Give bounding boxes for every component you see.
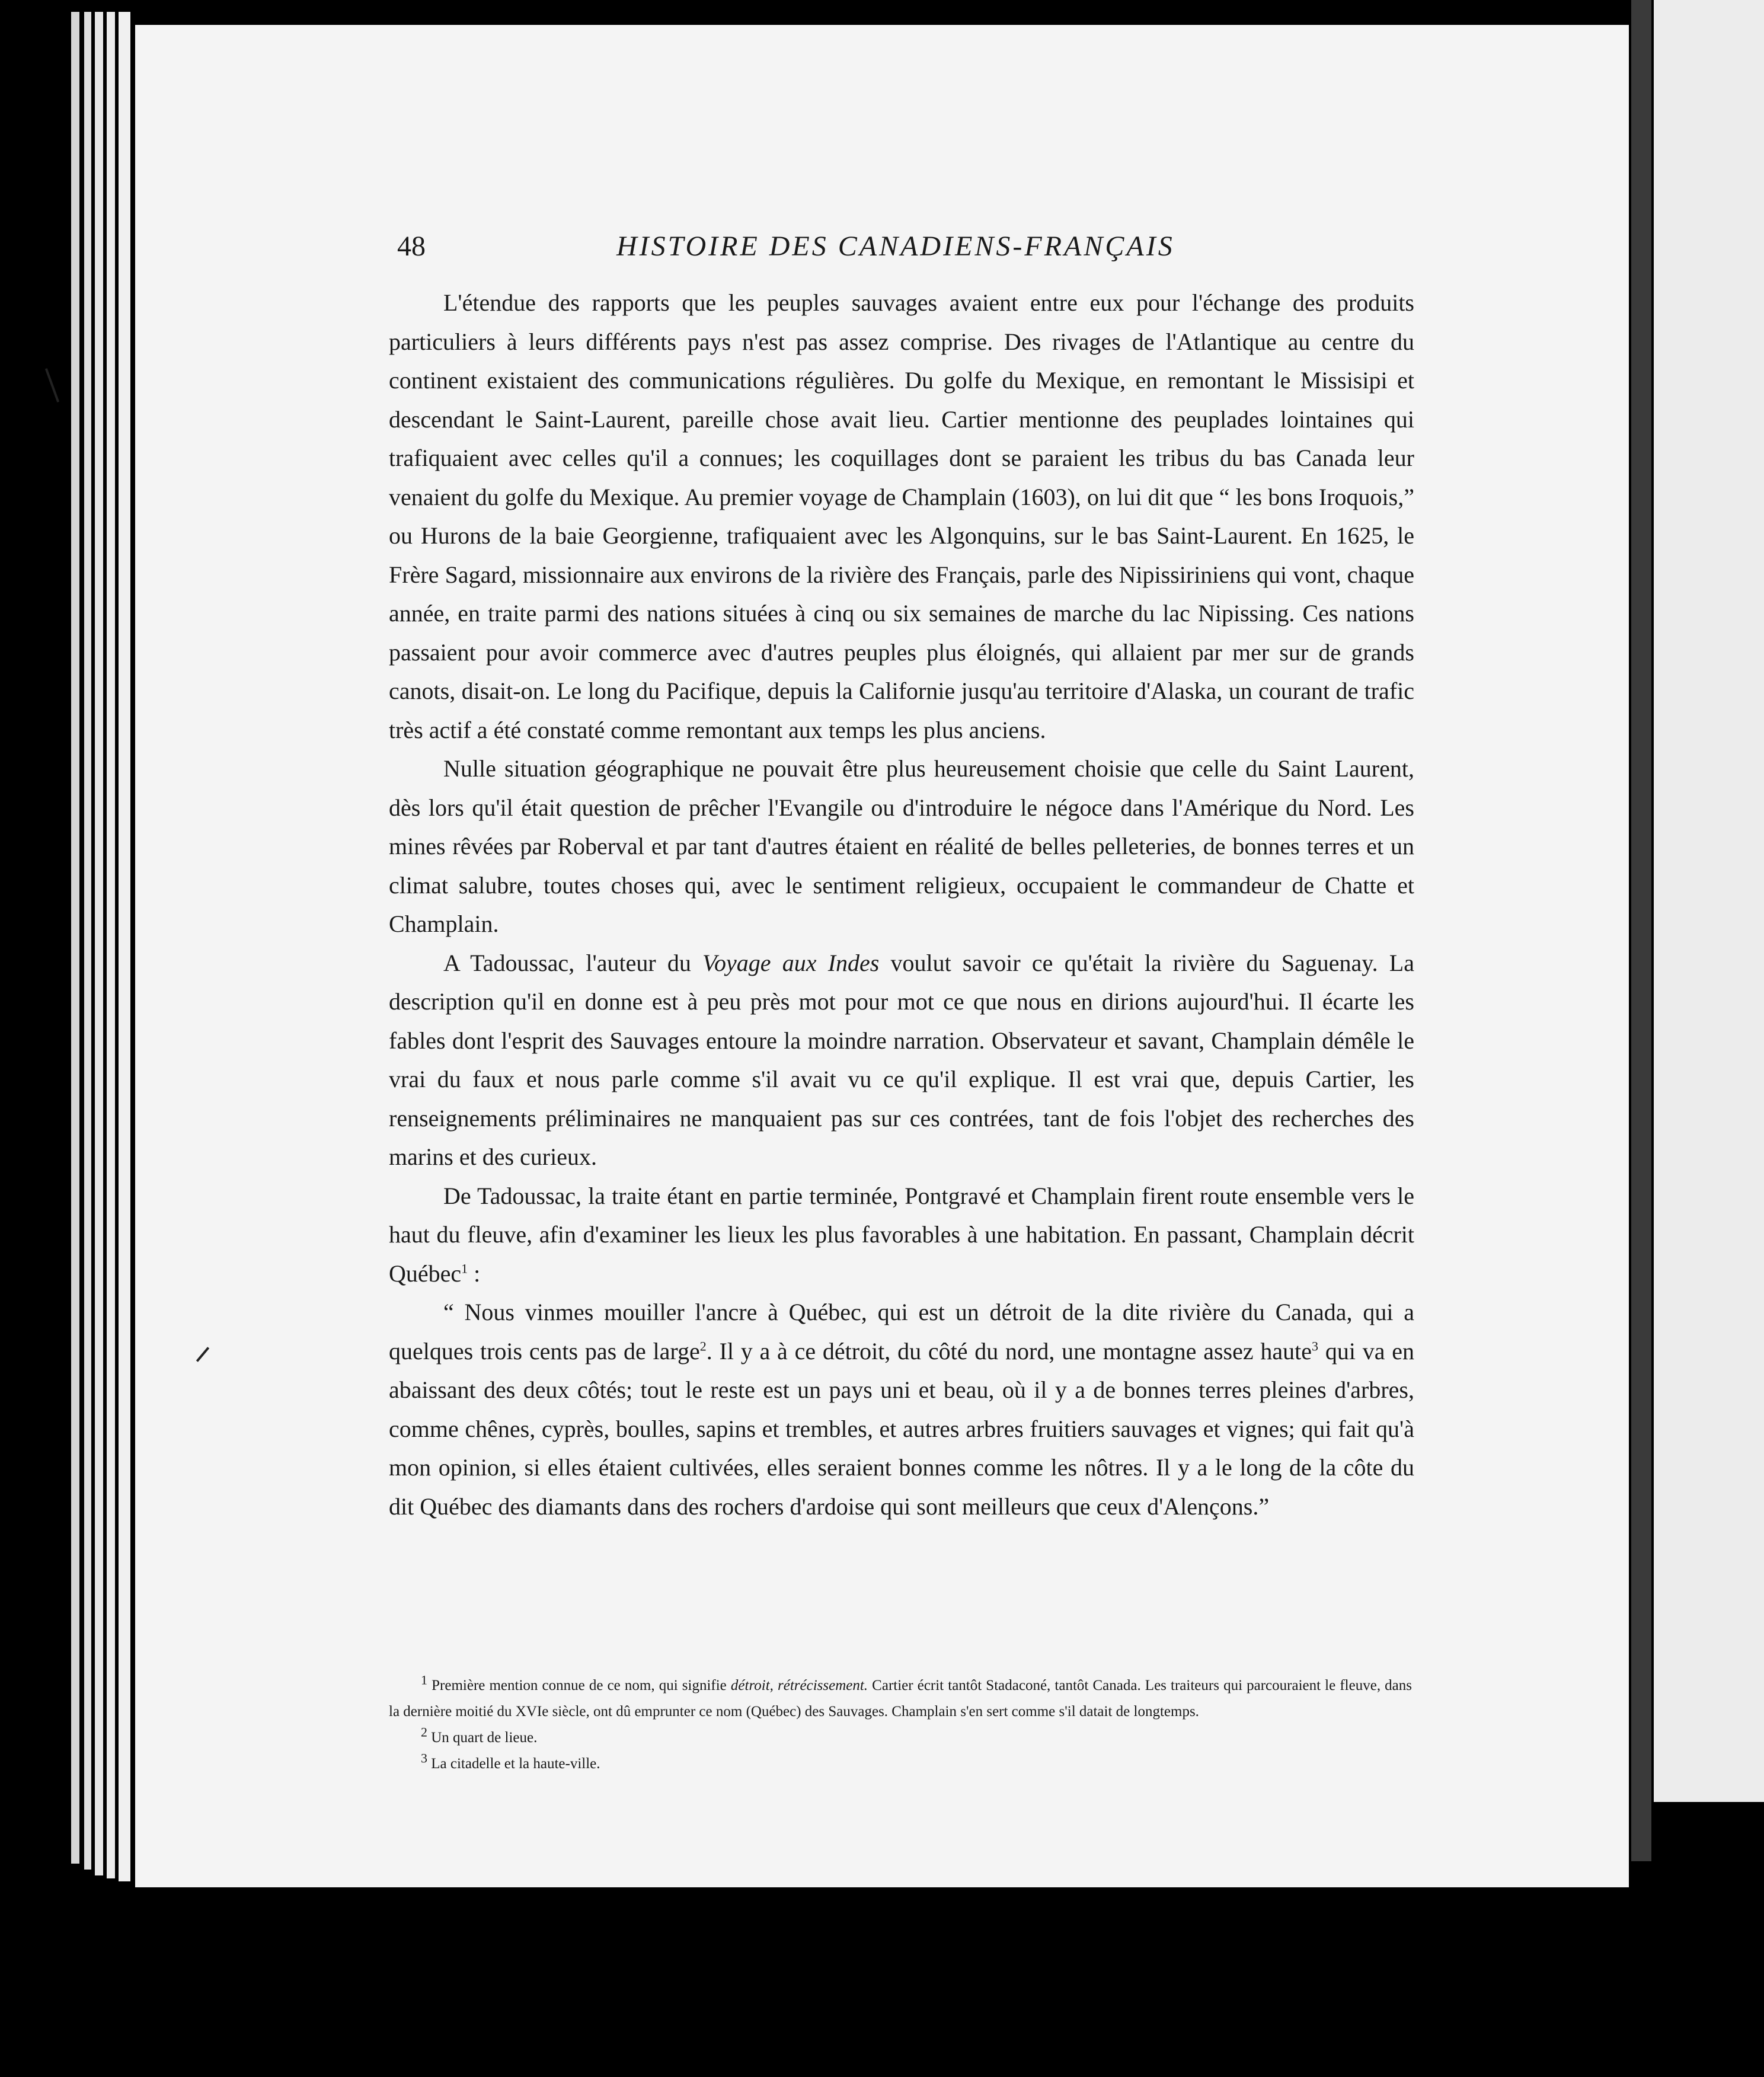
footnote-ref: 2	[699, 1338, 707, 1354]
footnote: $^1$ Première mention connue de ce nom, qui signifie détroit, rétrécissement. Cartier écrit tantôt Stadaconé, tantôt Canada. Les traiteurs qui parcouraient le fleuve, dans la dernière moitié du XVIe siècle, ont dû emprunter ce nom (Québec) des Sauvages. Champlain s'en sert comme s'il datait de longtemps.	[389, 1672, 1413, 1720]
running-header	[397, 230, 1414, 266]
page-edge	[84, 12, 91, 1870]
paragraph: De Tadoussac, la traite étant en partie terminée, Pontgravé et Champlain firent route ensemble vers le haut du fleuve, afin d'examiner les lieux les plus favorables à une habitation. En passant, Champlain décrit Québec$^1$ :	[389, 1182, 1414, 1287]
footnote: $^3$ La citadelle et la haute-ville.	[421, 1750, 600, 1772]
page-edge	[95, 12, 103, 1875]
book-title: Voyage aux Indes	[702, 949, 880, 976]
footnote-ref: 3	[1312, 1338, 1319, 1354]
page-edge	[71, 12, 79, 1864]
page-edge	[119, 12, 130, 1881]
page-number: 48	[397, 231, 426, 262]
scan-speck	[45, 368, 59, 402]
paragraph: Nulle situation géographique ne pouvait être plus heureusement choisie que celle du Saint Laurent, dès lors qu'il était question de prêcher l'Evangile ou d'introduire le négoce dans l'Amérique du Nord. Les mines rêvées par Roberval et par tant d'autres étaient en réalité de belles pelleteries, de bonnes terres et un climat salubre, toutes choses qui, avec le sentiment religieux, occupaient le commandeur de Chatte et Champlain.	[389, 755, 1414, 937]
footnote-ref: 1	[461, 1261, 468, 1276]
body-text	[389, 283, 1414, 1526]
paragraph: A Tadoussac, l'auteur du Voyage aux Indes voulut savoir ce qu'était la rivière du Saguenay. La description qu'il en donne est à peu près mot pour mot ce que nous en dirions aujourd'hui. Il écarte les fables dont l'esprit des Sauvages entoure la moindre narration. Observateur et savant, Champlain démêle le vrai du faux et nous parle comme s'il avait vu ce qu'il explique. Il est vrai que, depuis Cartier, les renseignements préliminaires ne manquaient pas sur ces contrées, tant de fois l'objet des recherches des marins et des curieux.	[389, 949, 1414, 1170]
paragraph: L'étendue des rapports que les peuples sauvages avaient entre eux pour l'échange des produits particuliers à leurs différents pays n'est pas assez comprise. Des rivages de l'Atlantique au centre du continent existaient des communications régulières. Du golfe du Mexique, en remontant le Missisipi et descendant le Saint-Laurent, pareille chose avait lieu. Cartier mentionne des peuplades lointaines qui trafiquaient avec celles qu'il a connues; les coquillages dont se paraient les tribus du bas Canada leur venaient du golfe du Mexique. Au premier voyage de Champlain (1603), on lui dit que “ les bons Iroquois,” ou Hurons de la baie Georgienne, trafiquaient avec les Algonquins, sur le bas Saint-Laurent. En 1625, le Frère Sagard, missionnaire aux environs de la rivière des Français, parle des Nipissiriniens qui vont, chaque année, en traite parmi des nations situées à cinq ou six semaines de marche du lac Nipissing. Ces nations passaient pour avoir commerce avec d'autres peuples plus éloignés, qui allaient par mer sur de grands canots, disait-on. Le long du Pacifique, depuis la Californie jusqu'au territoire d'Alaska, un courant de trafic très actif a été constaté comme remontant aux temps les plus anciens.	[389, 289, 1414, 743]
page-edge	[107, 12, 115, 1878]
quotation: “ Nous vinmes mouiller l'ancre à Québec, qui est un détroit de la dite rivière du Canada, qui a quelques trois cents pas de large$^2$. Il y a à ce détroit, du côté du nord, une montagne assez haute$^3$ qui va en abaissant des deux côtés; tout le reste est un pays uni et beau, où il y a de bonnes terres pleines d'arbres, comme chênes, cyprès, boulles, sapins et trembles, et autres arbres fruitiers sauvages et vignes; qui fait qu'à mon opinion, si elles étaient cultivées, elles seraient bonnes comme les nôtres. Il y a le long de la côte du dit Québec des diamants dans des rochers d'ardoise qui sont meilleurs que ceux d'Alençons.”	[389, 1299, 1415, 1520]
book-gutter	[1631, 0, 1651, 1861]
footnotes	[389, 1673, 1412, 1777]
footnote: $^2$ Un quart de lieue.	[421, 1724, 538, 1746]
facing-page	[1654, 0, 1764, 1802]
running-title: HISTOIRE DES CANADIENS-FRANÇAIS	[616, 231, 1175, 262]
